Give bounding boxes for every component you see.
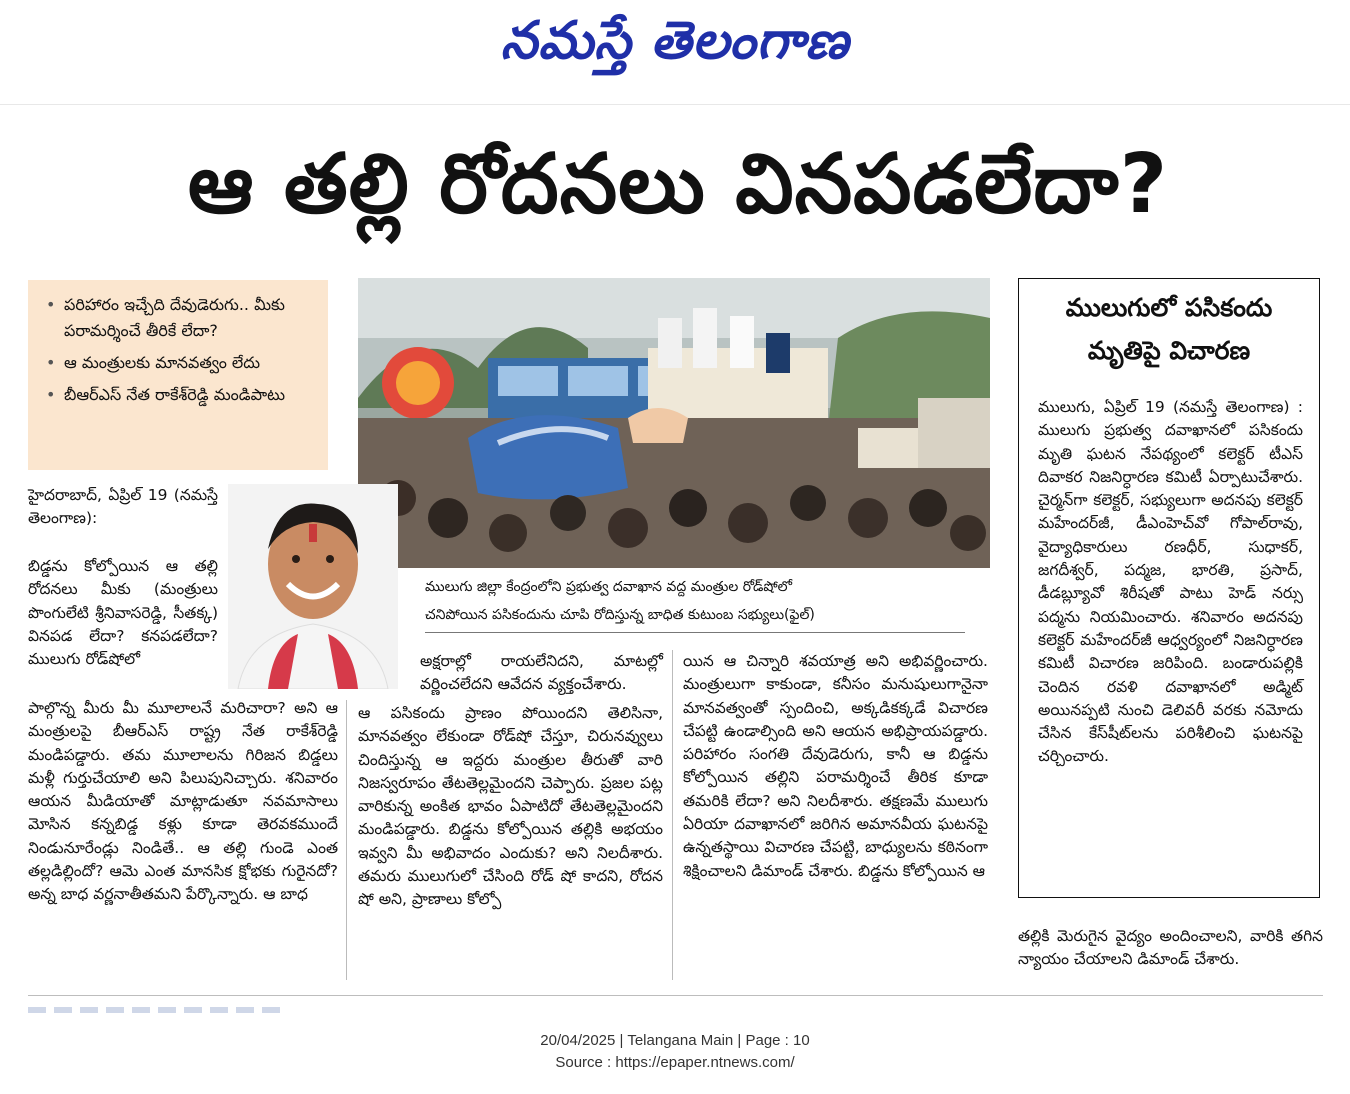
news-photo xyxy=(358,278,990,568)
crowd-photo-illustration xyxy=(358,278,990,568)
column-divider xyxy=(672,650,673,980)
article-text-col1: పాల్గొన్న మీరు మీ మూలాలనే మరిచారా? అని ఆ మంత్రులపై బీఆర్ఎస్ రాష్ట్ర నేత రాకేశ్‌రెడ్డి మండిపడ్డారు. తమ మూలాలను గిరిజన బిడ్డలు మళ్లీ గుర్తుచేయాలి అని పిలుపునిచ్చారు. శనివారం ఆయన మీడియాతో మాట్లాడుతూ నవమాసాలు మోసిన కన్నబిడ్డ కళ్లు కూడా తెరవకముందే నిండునూరేండ్లు నిండితే.. ఆ తల్లి గుండె ఎంత తల్లడిల్లిందో? ఆమె ఎంత మానసిక క్షోభకు గురైనదో? అన్న బాధ వర్ణనాతీతమని పేర్కొన్నారు. ఆ బాధ xyxy=(28,699,338,904)
footer-source: Source : https://epaper.ntnews.com/ xyxy=(555,1054,795,1071)
article-text-col2-top: అక్షరాల్లో రాయలేనిదని, మాటల్లో వర్ణించలేదని ఆవేదన వ్యక్తంచేశారు. xyxy=(420,652,663,694)
article-text-col3: యిన ఆ చిన్నారి శవయాత్ర అని అభివర్ణించారు. మంత్రులుగా కాకుండా, కనీసం మనుషులుగానైనా మానవత్వంతో స్పందించి, అక్కడికక్కడే విచారణ చేపట్టి ఉండాల్సింది అని ఆయన అభిప్రాయపడ్డారు. పరిహారం సంగతి దేవుడెరుగు, కానీ ఆ బిడ్డను కోల్పోయిన తల్లిని పరామర్శించే తీరిక కూడా తమరికి లేదా? అని నిలదీశారు. తక్షణమే ములుగు ఏరియా దవాఖానలో జరిగిన అమానవీయ ఘటనపై ఉన్నతస్థాయి విచారణ చేపట్టి, బాధ్యులను కఠినంగా శిక్షించాలని డిమాండ్ చేశారు. బిడ్డను కోల్పోయిన ఆ xyxy=(683,652,988,880)
footer-date-page: 20/04/2025 | Telangana Main | Page : 10 xyxy=(540,1032,810,1049)
side-news-text: ములుగు, ఏప్రిల్ 19 (నమస్తే తెలంగాణ) : ములుగు ప్రభుత్వ దవాఖానలో పసికందు మృతి ఘటన నేపథ్యంలో కలెక్టర్ టీఎస్ దివాకర నిజనిర్ధారణ కమిటీ ఏర్పాటుచేశారు. చైర్మన్‌గా కలెక్టర్, సభ్యులుగా అదనపు కలెక్టర్ మహేందర్‌జీ, డీఎంహెచ్‌వో గోపాల్‌రావు, వైద్యాధికారులు రణధీర్, సుధాకర్, జగదీశ్వర్, పద్మజ, భారతి, ప్రసాద్, డీడబ్ల్యూవో శిరీషతో పాటు హెడ్ నర్సు పద్మను నియమించారు. శనివారం అదనపు కలెక్టర్ మహేందర్‌జీ ఆధ్వర్యంలో నిజనిర్ధారణ కమిటీ విచారణ జరిపింది. బండారుపల్లికి చెందిన రవళి దవాఖానలో అడ్మిట్ అయినప్పటి నుంచి డెలివరీ వరకు నమోదు చేసిన కేస్‌షీట్‌లను పరిశీలించి ఘటనపై చర్చించారు. xyxy=(1038,398,1303,766)
side-title-line-2: మృతిపై విచారణ xyxy=(1087,336,1251,365)
column-divider xyxy=(346,700,347,980)
article-text-col2: ఆ పసికందు ప్రాణం పోయిందని తెలిసినా, మానవత్వం లేకుండా రోడ్‌షో చేస్తూ, చిరునవ్వులు చిందిస్తున్న ఆ ఇద్దరు మంత్రుల తీరుతో వారి నిజస్వరూపం తేటతెల్లమైందని చెప్పారు. ప్రజల పట్ల వారికున్న అంకిత భావం ఏపాటిదో తేటతెల్లమైందని మండిపడ్డారు. బిడ్డను కోల్పోయిన తల్లికి అభయం ఇవ్వని మీ అభివాదం ఎందుకు? అని నిలదీశారు. తమరు ములుగులో చేసింది రోడ్ షో కాదని, రోదన షో అని, ప్రాణాలు కోల్పో xyxy=(358,704,663,909)
newspaper-logo: నమస్తే తెలంగాణ xyxy=(500,10,850,71)
photo-caption xyxy=(425,573,973,631)
article-text-col1-top: బిడ్డను కోల్పోయిన ఆ తల్లి రోదనలు మీకు (మంత్రులు పొంగులేటి శ్రీనివాసరెడ్డి, సీతక్క) వినపడ లేదా? కనపడలేదా? ములుగు రోడ్‌షోలో xyxy=(28,557,218,669)
masthead xyxy=(0,0,1350,100)
article-dateline: హైదరాబాద్, ఏప్రిల్ 19 (నమస్తే తెలంగాణ): xyxy=(28,486,218,528)
highlight-item: • పరిహారం ఇచ్చేది దేవుడెరుగు.. మీకు పరామర్శించే తీరికే లేదా? xyxy=(46,292,320,344)
side-news-title xyxy=(1030,286,1308,372)
page-bottom-rule xyxy=(28,995,1323,996)
side-title-line-1: ములుగులో పసికందు xyxy=(1065,293,1273,322)
person-portrait-illustration xyxy=(228,484,398,689)
caption-underline xyxy=(425,632,965,633)
portrait-photo xyxy=(228,484,398,689)
article-text-tail: తల్లికి మెరుగైన వైద్యం అందించాలని, వారికి తగిన న్యాయం చేయాలని డిమాండ్ చేశారు. xyxy=(1018,927,1323,969)
headline: ఆ తల్లి రోదనలు వినపడలేదా? xyxy=(187,137,1169,232)
caption-line-2: చనిపోయిన పసికందును చూపి రోదిస్తున్న బాధిత కుటుంబ సభ్యులు(ఫైల్) xyxy=(425,607,815,623)
caption-line-1: ములుగు జిల్లా కేంద్రంలోని ప్రభుత్వ దవాఖాన వద్ద మంత్రుల రోడ్‌షోలో xyxy=(425,579,793,595)
masthead-divider xyxy=(0,104,1350,105)
highlight-item: • బీఆర్ఎస్ నేత రాకేశ్‌రెడ్డి మండిపాటు xyxy=(46,382,320,408)
faint-strip xyxy=(28,1007,288,1013)
highlights-box xyxy=(28,280,328,470)
page-footer xyxy=(0,1030,1350,1074)
highlight-item: • ఆ మంత్రులకు మానవత్వం లేదు xyxy=(46,350,320,376)
